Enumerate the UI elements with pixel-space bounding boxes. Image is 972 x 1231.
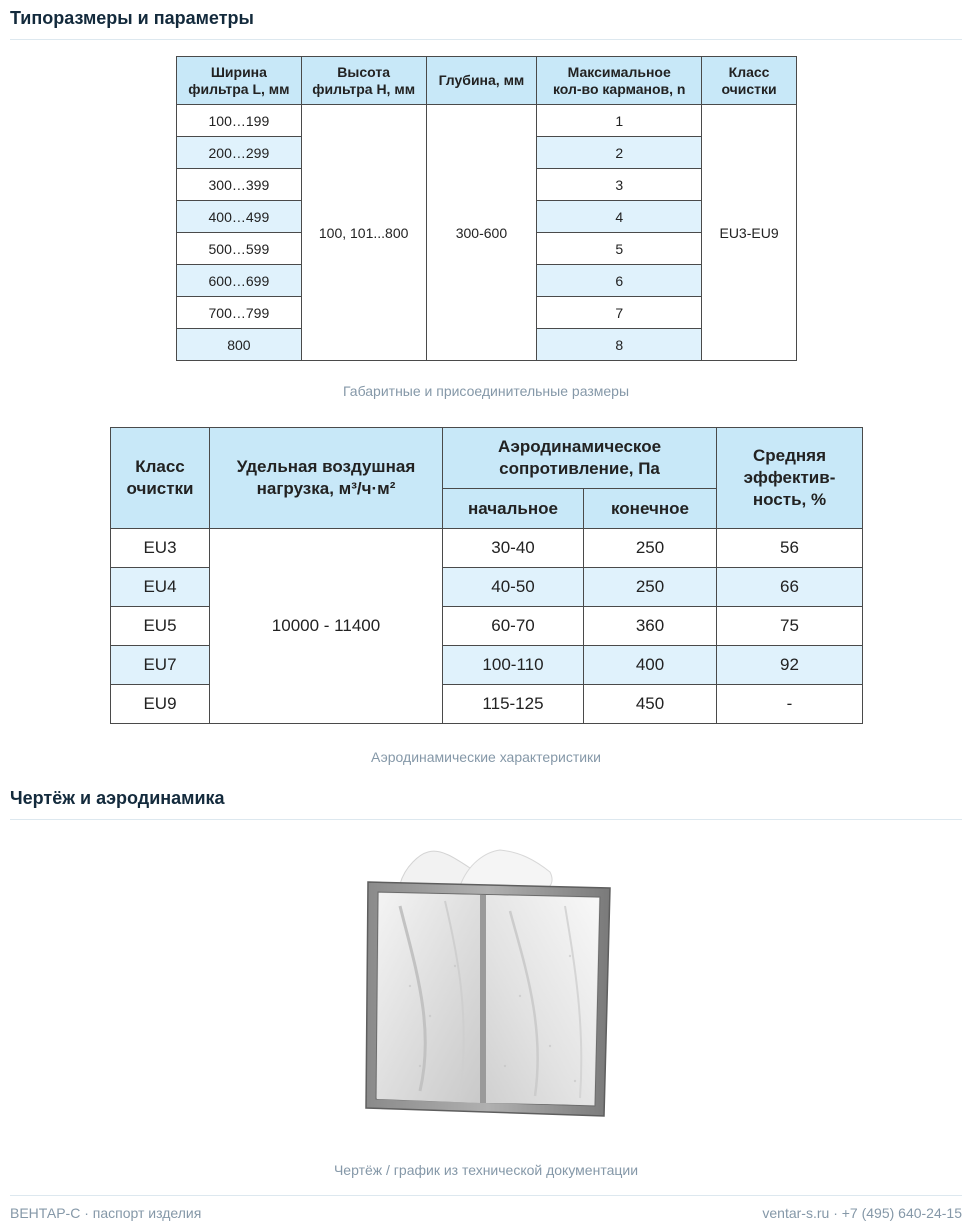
pockets-cell: 1 — [537, 105, 702, 137]
initial-cell: 115-125 — [443, 685, 584, 724]
initial-cell: 40-50 — [443, 568, 584, 607]
drawing-caption: Чертёж / график из технической документации — [333, 1162, 639, 1178]
class-cell: EU3-EU9 — [702, 105, 797, 361]
initial-cell: 100-110 — [443, 646, 584, 685]
final-cell: 250 — [584, 568, 717, 607]
efficiency-cell: 75 — [717, 607, 863, 646]
section-divider — [10, 819, 962, 820]
pockets-cell: 7 — [537, 297, 702, 329]
width-cell: 600…699 — [177, 265, 302, 297]
table-header-row — [111, 428, 863, 489]
pockets-cell: 8 — [537, 329, 702, 361]
header-width: Ширина фильтра L, мм — [177, 57, 302, 105]
header-depth: Глубина, мм — [426, 57, 537, 105]
header-pockets: Максимальное кол-во карманов, n — [537, 57, 702, 105]
efficiency-cell: 56 — [717, 529, 863, 568]
footer-divider — [10, 1195, 962, 1196]
width-cell: 500…599 — [177, 233, 302, 265]
class-cell: EU4 — [111, 568, 210, 607]
efficiency-cell: 92 — [717, 646, 863, 685]
section-divider — [10, 39, 962, 40]
header-resistance: Аэродинамическое сопротивление, Па — [443, 428, 717, 489]
pockets-cell: 4 — [537, 201, 702, 233]
pockets-cell: 6 — [537, 265, 702, 297]
pockets-cell: 2 — [537, 137, 702, 169]
final-cell: 360 — [584, 607, 717, 646]
header-load: Удельная воздушная нагрузка, м³/ч·м² — [210, 428, 443, 529]
final-cell: 450 — [584, 685, 717, 724]
load-cell: 10000 - 11400 — [210, 529, 443, 724]
pockets-cell: 3 — [537, 169, 702, 201]
width-cell: 700…799 — [177, 297, 302, 329]
aero-table — [110, 427, 863, 724]
table-row — [177, 105, 797, 137]
sizes-table — [176, 56, 797, 361]
table-row — [111, 529, 863, 568]
width-cell: 300…399 — [177, 169, 302, 201]
footer-contacts: ventar-s.ru · +7 (495) 640-24-15 — [762, 1205, 962, 1221]
section-title-sizes: Типоразмеры и параметры — [10, 8, 254, 28]
width-cell: 100…199 — [177, 105, 302, 137]
pocket-filter-image — [360, 846, 620, 1126]
header-class: Класс очистки — [111, 428, 210, 529]
header-final: конечное — [584, 489, 717, 529]
section-title-drawing: Чертёж и аэродинамика — [10, 788, 225, 808]
final-cell: 250 — [584, 529, 717, 568]
pockets-cell: 5 — [537, 233, 702, 265]
final-cell: 400 — [584, 646, 717, 685]
width-cell: 200…299 — [177, 137, 302, 169]
class-cell: EU3 — [111, 529, 210, 568]
table-header-row — [177, 57, 797, 105]
header-efficiency: Средняя эффектив- ность, % — [717, 428, 863, 529]
table1-caption: Габаритные и присоединительные размеры — [342, 383, 629, 399]
height-cell: 100, 101...800 — [301, 105, 426, 361]
class-cell: EU9 — [111, 685, 210, 724]
footer-brand: ВЕНТАР-С · паспорт изделия — [10, 1205, 202, 1221]
depth-cell: 300-600 — [426, 105, 537, 361]
table2-caption: Аэродинамические характеристики — [370, 749, 601, 765]
header-initial: начальное — [443, 489, 584, 529]
width-cell: 800 — [177, 329, 302, 361]
efficiency-cell: - — [717, 685, 863, 724]
efficiency-cell: 66 — [717, 568, 863, 607]
initial-cell: 30-40 — [443, 529, 584, 568]
header-height: Высота фильтра H, мм — [301, 57, 426, 105]
class-cell: EU7 — [111, 646, 210, 685]
header-class: Класс очистки — [702, 57, 797, 105]
width-cell: 400…499 — [177, 201, 302, 233]
class-cell: EU5 — [111, 607, 210, 646]
initial-cell: 60-70 — [443, 607, 584, 646]
